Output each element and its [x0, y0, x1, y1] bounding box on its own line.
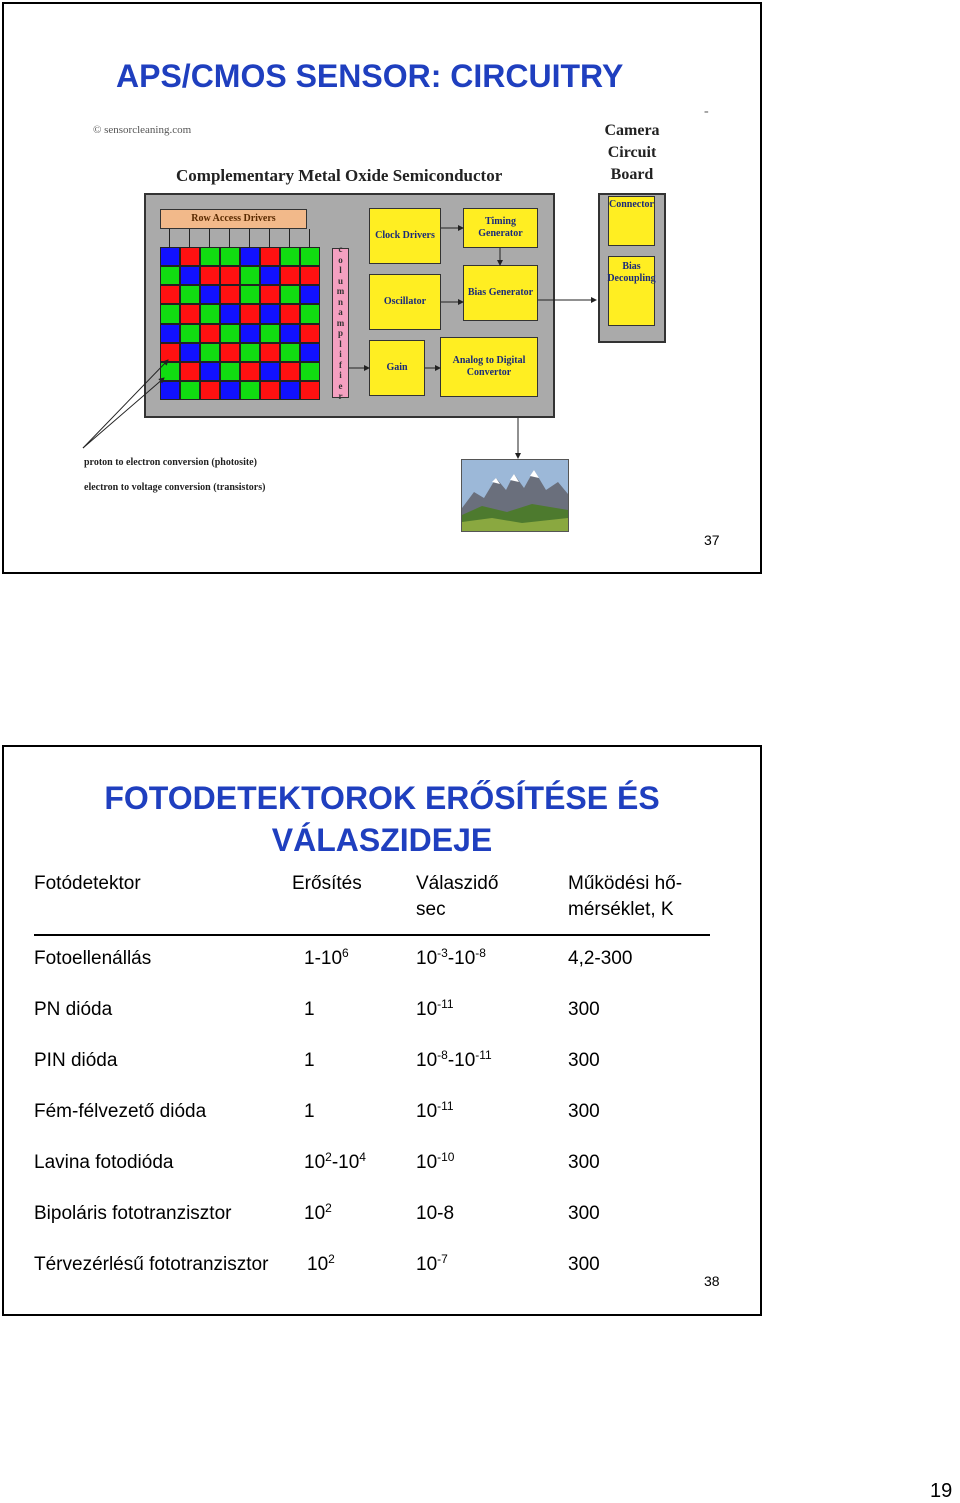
chip-title: Complementary Metal Oxide Semiconductor	[176, 166, 503, 185]
slide-title: APS/CMOS SENSOR: CIRCUITRY	[116, 58, 624, 94]
header-response-line: Válaszidő	[416, 873, 499, 894]
column-amplifier-letter: l	[339, 338, 342, 349]
slide-photodetectors	[2, 745, 762, 1316]
column-amplifier-letter: f	[339, 359, 342, 370]
table-cell-detector: Térvezérlésű fototranzisztor	[34, 1254, 269, 1275]
table-cell-gain: $1-10^6$	[304, 946, 349, 969]
table-cell-temperature: 300	[568, 1254, 600, 1275]
board-label-line: Camera	[604, 122, 660, 139]
column-amplifier-letter: l	[339, 265, 342, 276]
table-cell-detector: Lavina fotodióda	[34, 1152, 174, 1173]
table-cell-gain: $10^2$	[304, 1201, 332, 1224]
column-amplifier-letter: i	[339, 349, 342, 360]
table-cell-detector: PN dióda	[34, 999, 113, 1020]
table-cell-temperature: 4,2-300	[568, 948, 633, 969]
bias-generator-block: Bias Generator	[463, 265, 538, 321]
slide-title-line: VÁLASZIDEJE	[271, 822, 493, 858]
slide-number: 37	[704, 532, 720, 548]
column-amplifier-letter: u	[337, 275, 343, 286]
table-cell-response: $10^{-8}-10^{-11}$	[416, 1048, 492, 1071]
table-cell-gain: $10^2-10^4$	[304, 1150, 366, 1173]
table-cell-temperature: 300	[568, 999, 600, 1020]
header-rule	[34, 934, 710, 936]
board-label-line: Circuit	[607, 144, 657, 161]
table-cell-detector: Fém-félvezető dióda	[34, 1101, 207, 1122]
table-cell-gain: 1	[304, 999, 315, 1020]
connector-arrows	[0, 0, 760, 560]
table-cell-response: $10^{-7}$	[416, 1252, 448, 1275]
column-amplifier-letter: a	[338, 307, 343, 318]
column-amplifier-letter: m	[336, 286, 345, 297]
column-amplifier-letter: c	[338, 244, 343, 255]
page-number: 19	[930, 1480, 953, 1502]
timing-generator-block: Timing Generator	[463, 208, 538, 248]
photosite-note: proton to electron conversion (photosite)	[84, 457, 257, 468]
table-cell-temperature: 300	[568, 1203, 600, 1224]
table-cell-detector: Bipoláris fototranzisztor	[34, 1203, 232, 1224]
table-cell-gain: 1	[304, 1101, 315, 1122]
column-amplifier-letter: m	[336, 317, 345, 328]
oscillator-block: Oscillator	[369, 274, 441, 330]
bias-decoupling-block: Bias Decoupling	[608, 256, 655, 326]
gain-block: Gain	[369, 340, 425, 396]
header-detector: Fotódetektor	[34, 873, 141, 894]
header-response	[416, 871, 498, 923]
header-temperature-line: mérséklet, K	[568, 899, 674, 920]
table-cell-temperature: 300	[568, 1101, 600, 1122]
column-amplifier-letter: i	[339, 370, 342, 381]
table-cell-gain: $10^2$	[307, 1252, 335, 1275]
header-temperature-line: Működési hő-	[568, 873, 683, 894]
mountain-photo	[461, 459, 569, 532]
table-cell-response: $10^{-10}$	[416, 1150, 455, 1173]
figure-copyright: © sensorcleaning.com	[93, 124, 192, 136]
table-cell-detector: PIN dióda	[34, 1050, 118, 1071]
table-cell-temperature: 300	[568, 1152, 600, 1173]
column-amplifier-letter: r	[338, 391, 343, 402]
dash-mark: -	[704, 104, 709, 119]
slide-title-line: FOTODETEKTOROK ERŐSÍTÉSE ÉS	[104, 780, 660, 816]
header-response-line: sec	[416, 899, 446, 920]
transistor-note: electron to voltage conversion (transistors)	[84, 482, 266, 493]
table-cell-detector: Fotoellenállás	[34, 948, 152, 969]
board-label-line: Board	[610, 166, 654, 183]
table-cell-response: $10^{-11}$	[416, 1099, 454, 1122]
slide-title	[4, 777, 760, 861]
table-cell-temperature: 300	[568, 1050, 600, 1071]
column-amplifier-letter: o	[338, 254, 343, 265]
clock-drivers-block: Clock Drivers	[369, 208, 441, 264]
table-cell-gain: 1	[304, 1050, 315, 1071]
table-cell-response: 10-8	[416, 1203, 455, 1224]
table-cell-response: $10^{-3}-10^{-8}$	[416, 946, 486, 969]
connector-block: Connector	[608, 196, 655, 246]
table-cell-response: $10^{-11}$	[416, 997, 454, 1020]
header-temperature	[568, 871, 682, 923]
row-access-drivers-block: Row Access Drivers	[160, 209, 307, 229]
column-amplifier-letter: n	[337, 296, 343, 307]
column-amplifier-letter: e	[338, 380, 343, 391]
column-amplifier-letter: p	[337, 328, 343, 339]
slide-number: 38	[704, 1273, 720, 1289]
adc-block: Analog to Digital Convertor	[440, 337, 538, 397]
transistor-pointer	[83, 378, 164, 448]
header-gain: Erősítés	[292, 873, 362, 894]
photosite-pointer	[83, 360, 168, 448]
